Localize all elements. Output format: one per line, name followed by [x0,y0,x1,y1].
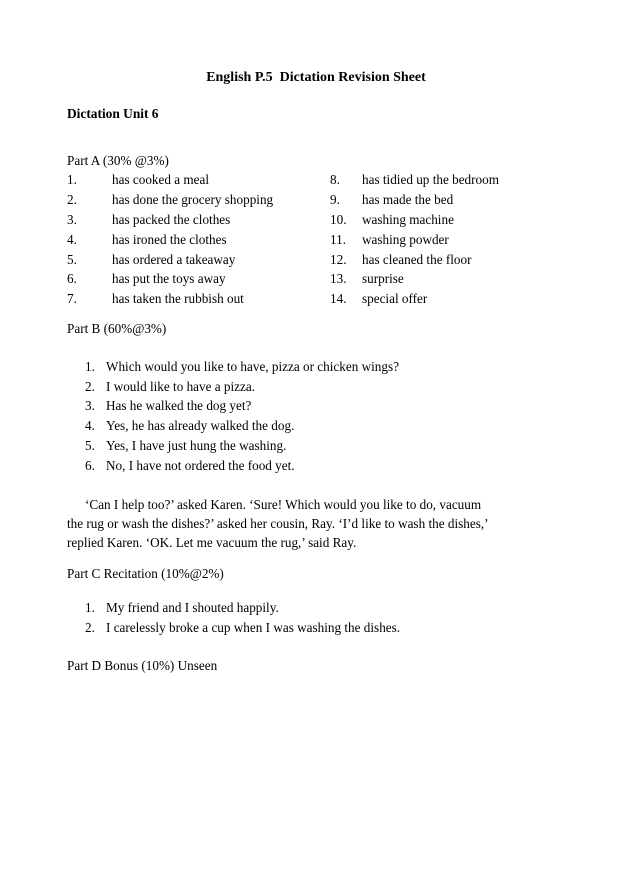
item-text: surprise [362,271,404,287]
item-number: 2. [67,192,77,208]
item-number: 6. [85,457,95,473]
list-item [330,170,565,190]
item-number: 9. [330,192,340,208]
part-a-heading: Part A (30% @3%) [67,152,169,168]
part-a-right-column [330,170,565,309]
list-item [67,618,565,638]
part-a-list [67,170,565,309]
item-number: 13. [330,271,347,287]
item-number: 6. [67,271,77,287]
list-item [67,456,565,476]
item-text: has taken the rubbish out [112,291,244,307]
part-c-heading: Part C Recitation (10%@2%) [67,565,224,581]
item-number: 2. [85,378,95,394]
list-item [330,190,565,210]
list-item [67,170,330,190]
list-item [67,598,565,618]
item-text: has tidied up the bedroom [362,172,499,188]
item-text: has cleaned the floor [362,251,472,267]
item-text: has ordered a takeaway [112,251,236,267]
item-text: has packed the clothes [112,211,231,227]
item-number: 7. [67,291,77,307]
list-item [67,210,330,230]
list-item [67,357,565,377]
item-text: has cooked a meal [112,172,210,188]
item-number: 8. [330,172,340,188]
item-number: 4. [67,231,77,247]
item-number: 10. [330,211,347,227]
list-item [330,289,565,309]
list-item [67,190,330,210]
item-text: has ironed the clothes [112,231,227,247]
list-item [67,436,565,456]
dialogue-paragraph [67,495,565,552]
item-text: Yes, he has already walked the dog. [106,418,295,434]
list-item [67,250,330,270]
item-text: washing machine [362,211,454,227]
item-number: 1. [85,358,95,374]
list-item [67,396,565,416]
list-item [67,289,330,309]
item-text: has put the toys away [112,271,226,287]
item-number: 3. [85,398,95,414]
paragraph-line: the rug or wash the dishes?’ asked her cousin, Ray. ‘I’d like to wash the dishes,’ [67,515,489,531]
item-number: 12. [330,251,347,267]
item-number: 2. [85,620,95,636]
item-text: Which would you like to have, pizza or chicken wings? [106,358,399,374]
paragraph-line: replied Karen. ‘OK. Let me vacuum the rug,’ said Ray. [67,534,357,550]
item-text: special offer [362,291,428,307]
list-item [330,250,565,270]
item-number: 3. [67,211,77,227]
part-d-heading: Part D Bonus (10%) Unseen [67,657,218,673]
list-item [67,269,330,289]
page-title: English P.5 Dictation Revision Sheet [206,70,426,85]
item-text: My friend and I shouted happily. [106,600,279,616]
list-item [330,230,565,250]
list-item [330,269,565,289]
part-b-heading: Part B (60%@3%) [67,320,167,336]
item-number: 5. [67,251,77,267]
item-number: 1. [85,600,95,616]
part-c-list [67,598,565,638]
item-text: washing powder [362,231,449,247]
item-number: 4. [85,418,95,434]
item-text: No, I have not ordered the food yet. [106,457,295,473]
item-number: 5. [85,437,95,453]
item-text: Yes, I have just hung the washing. [106,437,287,453]
part-b-list [67,357,565,476]
list-item [330,210,565,230]
list-item [67,230,330,250]
item-text: has done the grocery shopping [112,192,274,208]
item-number: 11. [330,231,346,247]
list-item [67,416,565,436]
item-text: has made the bed [362,192,454,208]
unit-heading: Dictation Unit 6 [67,105,159,121]
part-a-left-column [67,170,330,309]
item-text: Has he walked the dog yet? [106,398,252,414]
item-number: 14. [330,291,347,307]
item-text: I would like to have a pizza. [106,378,256,394]
list-item [67,377,565,397]
paragraph-line: ‘Can I help too?’ asked Karen. ‘Sure! Which would you like to do, vacuum [85,496,482,512]
item-text: I carelessly broke a cup when I was washing the dishes. [106,620,401,636]
item-number: 1. [67,172,77,188]
